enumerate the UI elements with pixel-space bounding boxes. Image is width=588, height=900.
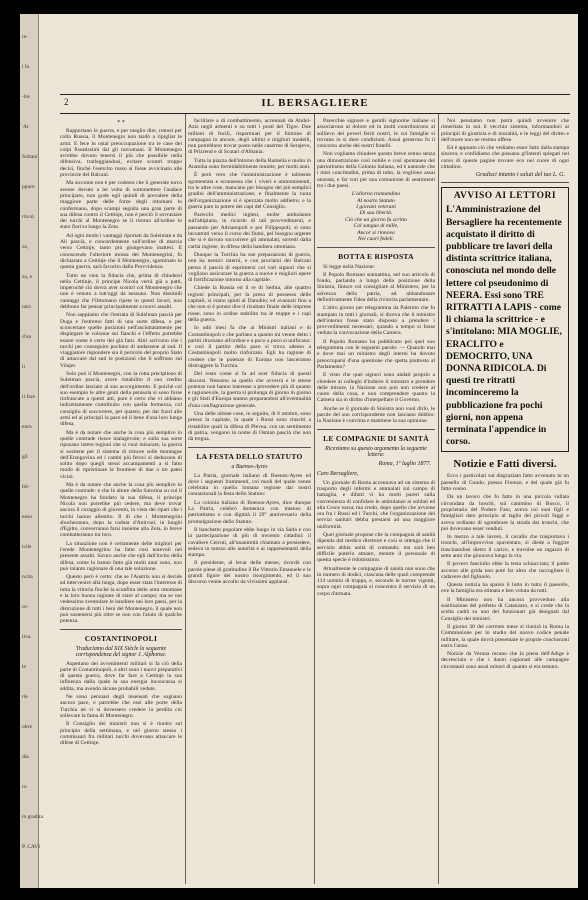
article-body xyxy=(60,128,182,625)
margin-fragment: icile xyxy=(22,544,32,550)
divider xyxy=(441,182,569,183)
poem-line: Al nostro Statuto xyxy=(357,197,395,204)
paragraph: Non vogliamo chiudere questo breve cenno senza una dimostrazione così nobile e così spontanea del patriottismo della Colonia italiana, ed è naturale che i miei concittadini, prima di tutto, la vogliono assai onorata, e far voti per una comunione di sentimenti tra i due paesi. xyxy=(317,151,435,189)
paragraph: Noi pensiamo non potrà quindi avvenire che rimeritata in noi il vecchio sistema, informandoci ai principii di giustizia e di moralità, e le leggi del diritto e dell'onore non ne restino offese. xyxy=(441,118,569,143)
column-3 xyxy=(317,118,435,882)
margin-fragment: 'Ar xyxy=(22,124,29,130)
column-rule xyxy=(438,114,439,884)
paragraph: Rapportano le guerra, e per meglio dire, rottosi per colla Russia, il Montenegro non tardò a ripigliar le armi. E fece in ostal preoccupazione tra le case dei colpi fissatissimi dai gli turcomani. Il Montenegro avrebbe dovuto tenersi il più che possibile nella difensiva, trarleggiandosi, evitare scontri troppo decisi, finchè l'esercito russo si fosse avvicinato alle provincie del Balcani. xyxy=(60,128,182,179)
paragraph: Il banchetto popolare ebbe luogo in via Salta e con la partecipazione di più di trecento cittadini: il cavaliere Cerruti, all'unanimità chiamato a presiedere, sedeva in mezzo alle autorità e ai rappresentanti della stampa. xyxy=(188,526,311,559)
margin-fragment: enro xyxy=(22,424,32,430)
section-ornament: * * xyxy=(117,120,125,126)
margin-fragment: za, e xyxy=(22,274,33,280)
paragraph: Questa notizia ha sparso il lutto in tutto il paesello, ove la famiglia era stimata e ben voluta da tutti. xyxy=(441,582,569,595)
margin-fragment: bli- xyxy=(22,484,30,490)
poem-line: Di sua libertà. xyxy=(359,210,393,217)
column-rule xyxy=(314,114,315,884)
margin-fragment: ncita xyxy=(22,574,33,580)
paragraph: Da un lavoro che fu fatto in una piccola vallata circondata da boschi, sul cammino di Bosco, il proprietario del Podere Fato, aveva coi suoi figli e famigliari dato principio al taglio dei piccoli faggi e aveva ordinato di sgombrare la strada dai tronchi, che poi dovevano esser venduti. xyxy=(441,494,569,532)
article-intro: Riceviamo su questo argomento la seguente lettera: xyxy=(325,445,427,458)
paragraph: Notizie da Verona recano che la piena dell'Adige è decresciuta e che i danni cagionati alle campagne circostanti sono assai minori di quanto si era temuto. xyxy=(441,651,569,670)
margin-fragment: rle xyxy=(22,694,28,700)
divider xyxy=(60,629,182,630)
column-2 xyxy=(188,118,311,882)
notice-title: AVVISO AI LETTORI xyxy=(453,191,557,202)
margin-fragment: -lre xyxy=(22,94,30,100)
margin-fragment: rticol. xyxy=(22,214,35,220)
margin-fragment: d'un xyxy=(22,334,32,340)
notice-box xyxy=(441,187,569,452)
paragraph: Un giornale di Roma accennava ad un sistema di trasporto degli infermi e ammalati sul campo di battaglia, e difatti vi ha molti pareri sulla convenienza di confidare le ambulanze ai soldati ed alla Croce rossa; ma credo, dopo quello che avviene ora fra i Russi ed i Turchi, che l'organizzazione dei servizi sanitari debba prestarsi ad una maggiore uniformità. xyxy=(317,479,435,530)
paragraph: Si legge nella Nazione: xyxy=(323,263,376,270)
paragraph: Solo può il Montenegro, con la rotta precipitoso di Suleiman pascià, avere ristabilito il suo credito dell'ordine lasciato al suo accorgimento. E poichè col suo esempio le altre genti della penisola si sono forse rinfrancate a questi atti, pure è certo che vi abbiano indirettamente contribuito con quella fermezza, col consiglio di soccorrere, per quanto, per dar fuori alle armi ed ai principii la pace ed il bene d'una loro lunga difesa. xyxy=(60,370,182,428)
paragraph: Il presidente, al levar delle mense, ricordò con parole piene di gratitudine il Re Vittorio Emanuele e le grandi figure del nostro risorgimento, ed il suo discorso venne accolto da vivissimi applausi. xyxy=(188,560,311,586)
news-section-title: Notizie e Fatti diversi. xyxy=(453,458,557,471)
margin-fragment: i In xyxy=(22,64,30,70)
paragraph: Il povero fanciullo ebbe la testa schiacciata; il padre accorso alle grida non poté far altro che raccogliere il cadavere del figliuolo. xyxy=(441,561,569,580)
margin-fragment: P. CAVI xyxy=(22,844,40,850)
paragraph: La situazione non è certamente delle migliori per l'erede Montenegrino ha fatte così notevoli nel presente assalti. Sicuro anche che egli dall'invito della difesa, come lo hanno fatto già molti anni sono, non può intanto ragionare di una tale soluzione. xyxy=(60,540,182,572)
column-4 xyxy=(441,118,569,882)
letter-signature: Gradisci intanto i saluti del tuo L. G. xyxy=(475,172,565,179)
article-heading: COSTANTINOPOLI xyxy=(84,633,158,643)
paragraph: Dunque la Turchia ha sue preparazioni di guerra, non ha nemici interni, e con proclami dei Balcani pensa il pascià di esprimersi coi vari signori che si vogliono assicurare la guerra a nuove e migliori opere di fortificazione intorno alla capitale. xyxy=(188,251,311,284)
margin-fragment: re- xyxy=(22,34,29,40)
paragraph: Non sappiamo che l'entrata di Suleiman pascià per Duga e l'estremo fatti di una sorte difesa, e per sconcertare quelle posizioni nell'asciuttatamente per dispiegare le colonne sui fianchi e l'effetto potrebbe essere come è certo dei già fatti. Altri scrivono che i turchi per conseguire pochino di andarsene al sud. Il viaggiatore rispondere sia il pericolo del proprio Stato di attaccare dal sud le posizioni che li soffrono sul Vilajet. xyxy=(60,312,182,369)
article-dateline: a Buenos-Ayres xyxy=(231,463,268,470)
margin-fragment: oc- xyxy=(22,604,30,610)
paragraph: Ma siccome non è per codesto che il generale turco avesse dovuto a lei volta di sottomettere l'audace principato, non gode egli quindi di prevalere della maggiore parte delle forze degli ottomani lo confermano, dopo scampi seguita una gran parte di sua difesa contro il Cettinje, non è perciò il sovrastare dei turchi al Montenegro se il ritorno all'ordine lo stato fioriva lungo la Zeta. xyxy=(60,180,182,231)
paragraph: Attualmente le compagnie di sanità non sono che in numero di dodici, ciascuna delle quali comprende 114 uomini di truppa, e, secondo le norme vigenti, sopra ogni compagnia si concentra il servizio di un corpo d'armata. xyxy=(317,565,435,597)
previous-page-margin xyxy=(20,14,43,888)
paragraph: Del resto come si fa ad aver fiducia di questi discorsi. Nessuno sa quello che avverrà e le stesse potenze non hanno interesse a prevedere più di quanto è ragionevole, la guerra si prolunga di giorno in giorno e gli Stati d'Europa stanno preparandosi all'eventualità d'una conflagrazione generale. xyxy=(188,371,311,409)
poem-line: Ancor si rinnova xyxy=(357,229,395,236)
article-body xyxy=(317,118,435,189)
paragraph: Ed è appunto ciò che vediamo esser fatto dalla stampa sincera; e confidiamo che possano gl'intenti spiegati nel corso di queste pagine trovare eco nel cuore di ogni cittadino. xyxy=(441,145,569,171)
article-heading: LA FESTA DELLO STATUTO xyxy=(196,451,303,461)
poem-line: L'allorno tramandino xyxy=(351,191,401,198)
newspaper-page xyxy=(20,14,578,888)
divider xyxy=(317,247,435,248)
divider xyxy=(317,429,435,430)
paragraph: Quel giornale propone che la compagnia di sanità dipenda dal medico direttore e così si ottenga che il servizio abbia unità di comando; ma sarà ben difficile poterlo attuare, mentre il personale di questa specie è ridottissimo. xyxy=(317,532,435,564)
divider xyxy=(188,447,311,448)
paragraph: Ad ogni modo i vantaggi riportati da Suleiman e da Ali pascià, e concordemente sull'ordine di marcia verso Cettinje, tanto più giungevano inattesi. E conoscendo l'ulteriore mossa dei Montenegrini, fu dichiarato a Cettinje che il Montenegro, sgominato in questa guerra, sarà favorito dalla Provvidenza. xyxy=(60,232,182,271)
paragraph: E visto che quei signori sono andati proprio a chiedere ai colleghi d'indurre il ministro a prendere delle misure, la Nazione non può non credere al cuore della cosa, e non comprendere quanto la Camera sia in diritto d'interpellare il Governo. xyxy=(317,372,435,404)
margin-fragment: le xyxy=(22,664,26,670)
paragraph: Tutto ne vien la fiducia che, prima di chiudersi nella Cettinje, il principe Nicola verrà già a patti, imperoché ciò dovrà aver scontri col Montenegro che non è venuto a tutt'oggi da nessuno. Non dissimili vantaggi che l'Ottomano ripete in questi lavori, non debbono far pensar principalmente a nuovi assalti. xyxy=(60,272,182,311)
poem-line: I giovani veterani xyxy=(356,204,396,211)
article-body xyxy=(60,661,182,747)
paragraph: Ne sono persuasi degli insensati che sognano ancora pace, e parrebbe che essi alle porte della Turchia né vi si dovessero credere la perdita cui sollevare la fama di Montenegro. xyxy=(60,694,182,719)
paragraph: Parecchie signore e gentili signorine italiane si associarono al dolore ed in molti contribuirono al sollievo dei poveri feriti nostri, le cui famiglie si trovano in sì dure condizioni. Assai generoso fu il concorso anche dei nostri fratelli. xyxy=(317,118,435,150)
paragraph: Una delle ultime cose, in seguito, di 6 ottobre, sono presso la capitale, la quale i Russi sono riusciti a ristabilire quali la difesa di Plevna, con un sentimento di patria, vengono in nome di Osman pascià che non dà tregua. xyxy=(188,411,311,443)
margin-fragment: ntro xyxy=(22,304,31,310)
paragraph: Io udii mesi fa che ai Ministri italiani e di Costantinopoli e che parlano a quanto mi venne detto i partiti ritornano all'ordine e a poco a poco si unificano: e così il partito della pace si trova adesso a Costantinopoli molto rinforzato. Egli ha ragione di credere che le potenze di Europa non lasceranno distruggere la Turchia. xyxy=(188,325,311,369)
article-heading: BOTTA E RISPOSTA xyxy=(338,251,414,261)
article-body xyxy=(188,473,311,586)
margin-fragment: Soltani xyxy=(22,154,38,160)
poem-line: Nei cuori fedeli. xyxy=(357,236,395,243)
notice-text: L'Amministrazione del Bersagliere ha recentemente acquistato il diritto di pubblicare tre lavori della distinta scrittrice italiana, conosciuta nel mondo delle lettere col pseudonimo di NEERA. Essi sono TRE RITRATTI A LAPIS - come li chiama la scrittrice - e s'intitolano: MIA MOGLIE, ERACLITO e DEMOCRITO, UNA DONNA RIDICOLA. Di questi tre ritratti incominceremo la pubblicazione fra pochi giorni, non appena terminata l'appendice in corso. xyxy=(446,204,562,448)
paragraph: Ma è da notare che anche la cosa più semplice in quelle contrade riesce malagevole; e sulla sua sorte riposano intere regioni che si vuol misurare, la guerra si sostiene per il sistema di trincee sulle montagne dell'Erzegovina ed i cambi più feroci si deducono di solito dopo quegli stessi accampamenti a sì fatto modo di ripristinare le frontiere di due o tre paesi vicini. xyxy=(60,429,182,480)
poem-verses xyxy=(317,191,435,242)
article-body xyxy=(317,264,435,425)
paragraph: Aspettano dei avvenimenti militari si fa ciò della parte di Costantinopoli, e altri sono i nuovi preparativi di questa guerra, dove far fare a Cettinje la sua influenza dalla quale la sua energia inconcussa si addita, ma avendo alcune probabili vedute. xyxy=(60,660,182,692)
margin-fragment: enso xyxy=(22,514,33,520)
letter-dateline: Roma, 1º luglio 1877. xyxy=(378,460,431,467)
paragraph: In mezzo a tale lavoro, il cavallo che trasportava i tronchi, all'improvviso spaventato, si diede a fuggire trascinandosi dietro il carico, e travolse un ragazzo di sette anni che giuocava lungo la via. xyxy=(441,534,569,559)
margin-fragment: gli xyxy=(22,454,28,460)
article-body xyxy=(441,473,569,670)
margin-fragment: ze, xyxy=(22,244,29,250)
paragraph: La colonia italiana di Buenos-Ayres, dice dunque La Patria, celebrò domenica con intenso di patriottismo e con dignità il 29° anniversario della promulgazione dello Statuto. xyxy=(188,499,311,525)
article-heading: LE COMPAGNIE DI SANITÀ xyxy=(323,433,429,443)
paragraph: Anche se il giornale di Sinistra non vuol dirlo, le parole del suo corrispondente non lasciano dubbio: la Nazione è convinta e mantiene la sua opinione. xyxy=(317,405,435,425)
paragraph: Chiede la Russia ed il re di Serbia, alle quattro regioni principali, per la presa di possesso delle capitali, si erano spinti al Danubio; ed avanzati fino a che non si è potuto dire il risultato finale delle imprese russe, sono in ordine stabilito tra le truppe e i capi della guerra. xyxy=(188,285,311,323)
article-body xyxy=(188,118,311,443)
paragraph: Il Ministero non ha ancora provveduto alla sostituzione del prefetto di Catanzaro, e si crede che la scelta cadrà su uno dei funzionari già designati dal Consiglio dei ministri. xyxy=(441,596,569,622)
article-body xyxy=(441,118,569,170)
page-number: 2 xyxy=(64,97,69,107)
margin-fragment: in gradita xyxy=(22,814,43,820)
article-intro: Traduciamo dal XIX Siècle la seguente corrispondenza del signor J. Alphonse. xyxy=(75,645,167,658)
paragraph: Questo però è certo: che se l'Austria non si decide ad intervenire alla lunga, dopo esser stata l'interesse di tutta la vittoria finchè la sconfitta delle armi ottomane e la loro buona ragione di stare al campo; ma se noi vedessimo sventolare le bandiere nei loro paesi, per la distruzione di tutti i beni del Montenegro, il quale non può sostenersi più oltre se non con l'aiuto di qualche potenza. xyxy=(60,574,182,625)
paragraph: L'altro giorno per telegramma da Palermo che fu stampato in tutti i giornali, si diceva che il ministro dell'interno fosse stato disposto a prendere i provvedimenti necessari, quando a tempo si fosse veduta la convocazione della Camera. xyxy=(317,305,435,337)
margin-fragment: oltre xyxy=(22,724,33,730)
page-header xyxy=(60,94,570,114)
paragraph: Il Popolo Romano stamattina, nel suo articolo di fondo, parlando a lungo della posizione della Sinistra, finisce col consigliare al Ministero, per la salvezza della patria, ad abbandonare definitivamente l'idea della rivincita parlamentare. xyxy=(317,271,435,303)
margin-fragment: ppure xyxy=(22,184,35,190)
margin-fragment: tiva. xyxy=(22,634,32,640)
paragraph: La Patria, giornale italiano di Buenos-Ayres ed dove i seguenti frammenti, coi modi del quale venne celebrata in quella lontana regione dai nostri connazionali la festa dello Statuto: xyxy=(188,472,311,498)
margin-fragment: dia xyxy=(22,754,29,760)
column-rule xyxy=(185,114,186,884)
paragraph: Il Popolo Romano ha pubblicato poi quel suo telegramma con le seguenti parole: — Quando mai e dove mai un ministro degli interni ha dovuto preoccuparsi d'una questione che spetta piuttosto al Parlamento? xyxy=(317,338,435,370)
paragraph: Tutta la piazza dell'intorno della Rumelia e molto in Anatolia sono formidabilmente munite, per molti anni. xyxy=(188,157,311,171)
paragraph: Ma è da notare che anche la cosa più semplice in quelle contrade: e che le alture della Sutorina su cui il Montenegro ha fondato la sua difesa, il principe Nicola non potrebbe più cedere, ma deve trovar ancora il coraggio di gioventù, in vista dei ripari che i turchi hanno allestito. Il dì che i Montenegrini sbucheranno, dopo la caduta d'Antivari, in luoghi d'Egitto, converranno farsi insieme alla Zeta, in breve combatteranno tra loro. xyxy=(60,482,182,539)
poem-line: Col sangue di mille, xyxy=(353,223,399,230)
article-body xyxy=(317,480,435,597)
paragraph: Il giorno 30 del corrente mese si riunirà in Roma la Commissione per lo studio del nuovo codice penale militare, la quale dovrà presentare le proprie conclusioni entro l'anno. xyxy=(441,623,569,649)
margin-fragment: ro xyxy=(22,784,27,790)
paragraph: Ecco i particolari sul disgraziato fatto avvenuto in un paesello di Gaudo, presso Firenze, e del quale già fu fatto cenno. xyxy=(441,473,569,493)
paragraph: facilitare a di combattimento, accennati da Abdul-Aziz negli armenti e su tutti i posti del Tigre. Due milioni di fucili, risparmiati per il fulmine di campagna in ancore, degli ultimi e migliori modelli, non potrebbero trovar posto nelle caserme di Serajevo, di Prizrend e di Scutari d'Albania. xyxy=(188,118,311,156)
poem-line: Ciò che un giorno fu scritto xyxy=(345,216,407,223)
paragraph: Il Consiglio dei ministri non si è riunito sul principio della settimana, e nel giorno stesso i commissari fra militari turchi dovevano attaccare le difese di Cettinje. xyxy=(60,721,182,747)
margin-fragment: il fare xyxy=(22,394,35,400)
letter-greeting: Caro Bersagliere, xyxy=(317,470,359,477)
masthead-title: IL BERSAGLIERE xyxy=(261,97,369,109)
column-1 xyxy=(60,118,182,882)
paragraph: Parecchi medici inglesi, molte ambulanze sull'altipiano, in ricordo di tali provvedimenti, e passando per Adrianopoli e poi Filippopoli, si sono incontrati verso il corso dei fiumi, pel bisogno urgente che si è dovuto soccorrere gli ammalati, sorretti dalla carità inglese, in difesa della bandiera ottomana. xyxy=(188,212,311,250)
paragraph: È però vero che l'amministrazione è talmente sgomentata e sconnessa che i viveri e ammonimenti, tra le altre cose, mancano per bisogno dei più semplici gradini dell'amministrazione; e finalmente la ruota dell'organizzazione si è spezzata molto addietro; e la guerra pare in potere dei capi del Consiglio. xyxy=(188,172,311,210)
margin-fragment: li xyxy=(22,364,26,370)
